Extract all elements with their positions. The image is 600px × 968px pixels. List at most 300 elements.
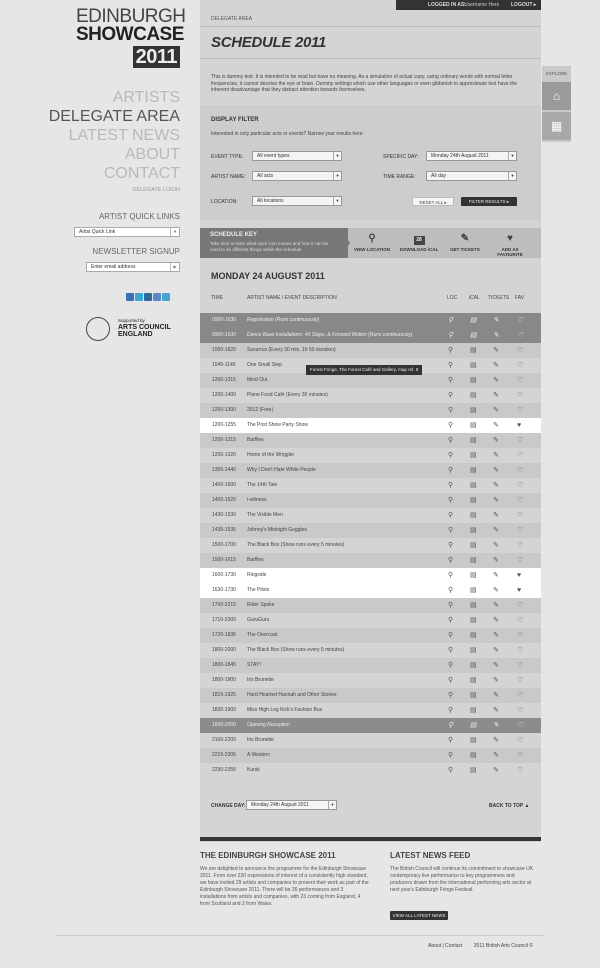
- row-name[interactable]: Registration (Runs continuously): [247, 317, 320, 323]
- heart-icon[interactable]: ♡: [517, 662, 524, 669]
- heart-icon[interactable]: ♡: [517, 647, 524, 654]
- calendar-icon[interactable]: ▤: [470, 362, 477, 369]
- key-label: ADD AS FAVOURITE: [497, 247, 523, 257]
- artist-quick-link-select[interactable]: [74, 227, 180, 237]
- row-name[interactable]: i-witness: [247, 497, 267, 503]
- filter-results-button[interactable]: FILTER RESULTS ▸: [461, 197, 517, 206]
- calendar-icon[interactable]: ▤: [470, 437, 477, 444]
- row-name[interactable]: Ringside: [247, 572, 267, 578]
- heart-icon[interactable]: ♡: [517, 722, 524, 729]
- change-day-label: CHANGE DAY:: [211, 803, 246, 809]
- map-pin-icon[interactable]: ⚲: [448, 482, 454, 489]
- calendar-icon[interactable]: ▤: [470, 632, 477, 639]
- logout-link[interactable]: LOGOUT ▸: [511, 2, 537, 8]
- ticket-icon[interactable]: ✎: [493, 527, 499, 534]
- row-name[interactable]: The 14th Tale: [247, 482, 278, 488]
- ticket-icon[interactable]: ✎: [493, 587, 499, 594]
- map-pin-icon[interactable]: ⚲: [448, 617, 454, 624]
- map-pin-icon[interactable]: ⚲: [448, 317, 454, 324]
- heart-icon[interactable]: ♡: [517, 392, 524, 399]
- calendar-icon[interactable]: ▤: [470, 647, 477, 654]
- row-name[interactable]: Iris Brunette: [247, 737, 274, 743]
- table-row: [200, 763, 541, 778]
- map-pin-icon[interactable]: ⚲: [448, 377, 454, 384]
- ticket-icon[interactable]: ✎: [493, 392, 499, 399]
- map-pin-icon[interactable]: ⚲: [448, 767, 454, 774]
- calendar-icon[interactable]: ▤: [470, 542, 477, 549]
- ticket-icon[interactable]: ✎: [493, 422, 499, 429]
- heart-icon[interactable]: ♡: [517, 512, 524, 519]
- event-type-select[interactable]: [252, 151, 342, 161]
- heart-icon[interactable]: ♡: [517, 452, 524, 459]
- back-to-top-link[interactable]: BACK TO TOP ▲: [489, 803, 530, 809]
- calendar-icon[interactable]: ▤: [470, 452, 477, 459]
- row-time: 1200-1255: [212, 422, 236, 428]
- map-pin-icon[interactable]: ⚲: [448, 632, 454, 639]
- table-row: [200, 583, 541, 598]
- row-name[interactable]: Mind Out: [247, 377, 268, 383]
- heart-icon[interactable]: ♡: [517, 707, 524, 714]
- map-pin-icon[interactable]: ⚲: [448, 497, 454, 504]
- event-type-value: All event types: [257, 153, 290, 159]
- key-arrow: [340, 228, 350, 258]
- calendar-icon[interactable]: ▤: [470, 347, 477, 354]
- map-pin-icon[interactable]: ⚲: [448, 362, 454, 369]
- social-links: [126, 293, 182, 302]
- row-time: 2230-2355: [212, 767, 236, 773]
- row-time: 1800-2000: [212, 647, 236, 653]
- chevron-down-icon: ▼: [508, 172, 516, 180]
- footer-bar: [200, 837, 541, 841]
- ticket-icon[interactable]: ✎: [493, 317, 499, 324]
- row-time: 1800-1900: [212, 677, 236, 683]
- ticket-icon[interactable]: ✎: [493, 767, 499, 774]
- map-pin-icon[interactable]: ⚲: [448, 752, 454, 759]
- heart-icon[interactable]: ♡: [517, 497, 524, 504]
- row-name[interactable]: Barflies: [247, 557, 264, 563]
- calendar-icon[interactable]: ▤: [470, 587, 477, 594]
- ticket-icon[interactable]: ✎: [493, 737, 499, 744]
- row-time: 1800-1845: [212, 662, 236, 668]
- calendar-icon[interactable]: ▤: [470, 677, 477, 684]
- calendar-icon[interactable]: ▤: [470, 767, 477, 774]
- row-name[interactable]: Plane Food Café (Every 30 minutes): [247, 392, 328, 398]
- row-name[interactable]: The Black Box (Show runs every 5 minutes): [247, 647, 345, 653]
- schedule-key-title: SCHEDULE KEY: [210, 232, 258, 238]
- schedule-key-head: [200, 228, 348, 258]
- ticket-icon[interactable]: ✎: [493, 482, 499, 489]
- row-time: 1630-1730: [212, 587, 236, 593]
- site-logo[interactable]: [76, 6, 186, 68]
- logo-line1: EDINBURGH: [76, 6, 186, 27]
- heart-icon[interactable]: ♡: [517, 692, 524, 699]
- ticket-icon[interactable]: ✎: [493, 632, 499, 639]
- calendar-icon[interactable]: ▤: [470, 707, 477, 714]
- ticket-icon[interactable]: ✎: [493, 512, 499, 519]
- news-text: The British Council will continue its commitment to showcase UK contemporary live performance to key programmers and producers drawn from the international performing arts sector at next year's Edinburgh Fringe Festival.: [390, 866, 534, 893]
- ticket-icon[interactable]: ✎: [493, 647, 499, 654]
- key-add-favourite: [490, 231, 530, 257]
- map-pin-icon[interactable]: ⚲: [448, 587, 454, 594]
- ticket-icon[interactable]: ✎: [493, 542, 499, 549]
- heart-icon[interactable]: ♡: [517, 677, 524, 684]
- newsletter-heading: NEWSLETTER SIGNUP: [92, 247, 180, 256]
- table-row: [200, 598, 541, 613]
- ticket-icon[interactable]: ✎: [493, 362, 499, 369]
- specific-day-select[interactable]: [426, 151, 517, 161]
- map-pin-icon[interactable]: ⚲: [448, 542, 454, 549]
- heart-icon[interactable]: ♡: [517, 617, 524, 624]
- ticket-icon[interactable]: ✎: [493, 692, 499, 699]
- arts-council-logo: [86, 317, 182, 343]
- row-name[interactable]: Johnny's Midnight Goggles: [247, 527, 307, 533]
- row-name[interactable]: Susurrus (Every 30 min, 1h 50 duration): [247, 347, 336, 353]
- calendar-icon[interactable]: ▤: [470, 602, 477, 609]
- view-all-news-button[interactable]: VIEW ALL LATEST NEWS: [390, 911, 448, 920]
- nav-delegate-area[interactable]: DELEGATE AREA: [48, 108, 180, 125]
- col-fav: FAV: [515, 295, 525, 301]
- table-row: [200, 448, 541, 463]
- chevron-down-icon: ▼: [170, 228, 179, 236]
- reset-all-button[interactable]: RESET ALL ▸: [412, 197, 454, 206]
- heart-icon[interactable]: ♡: [517, 437, 524, 444]
- row-name[interactable]: Miss High Leg Kick's Fashion Bus: [247, 707, 323, 713]
- heart-icon[interactable]: ♥: [517, 587, 522, 594]
- calendar-icon[interactable]: ▤: [470, 467, 477, 474]
- calendar-icon[interactable]: ▤: [470, 512, 477, 519]
- artist-name-select[interactable]: [252, 171, 342, 181]
- table-row: [200, 463, 541, 478]
- map-pin-icon[interactable]: ⚲: [448, 602, 454, 609]
- row-name[interactable]: The Visible Men: [247, 512, 283, 518]
- ticket-icon[interactable]: ✎: [493, 377, 499, 384]
- arts-council-text: [118, 318, 171, 338]
- ticket-icon[interactable]: ✎: [493, 572, 499, 579]
- row-time: 1045-1145: [212, 362, 236, 368]
- change-day-select[interactable]: [246, 800, 337, 810]
- page-title: SCHEDULE 2011: [211, 34, 327, 51]
- logged-in-label: LOGGED IN AS:: [428, 2, 466, 8]
- twitter-icon[interactable]: [135, 293, 143, 301]
- ticket-icon[interactable]: ✎: [493, 557, 499, 564]
- table-row: [200, 493, 541, 508]
- explore-panel: [542, 66, 571, 142]
- row-name[interactable]: Barflies: [247, 437, 264, 443]
- calendar-icon[interactable]: ▤: [470, 377, 477, 384]
- map-pin-icon[interactable]: ⚲: [448, 647, 454, 654]
- breadcrumb[interactable]: DELEGATE AREA: [211, 16, 253, 22]
- calendar-icon[interactable]: ▤: [470, 497, 477, 504]
- table-row: [200, 673, 541, 688]
- heart-icon[interactable]: ♡: [517, 542, 524, 549]
- row-time: 1200-1315: [212, 377, 236, 383]
- row-time: 1200-1320: [212, 452, 236, 458]
- table-row: [200, 418, 541, 433]
- heart-icon[interactable]: ♡: [517, 767, 524, 774]
- footer-nav-links[interactable]: About | Contact: [428, 943, 463, 949]
- heart-icon[interactable]: ♥: [517, 422, 522, 429]
- row-name[interactable]: A Western: [247, 752, 270, 758]
- calendar-icon[interactable]: ▤: [470, 692, 477, 699]
- row-time: 1400-1520: [212, 497, 236, 503]
- map-pin-icon[interactable]: ⚲: [448, 452, 454, 459]
- calendar-icon[interactable]: ▦: [542, 112, 571, 140]
- table-row: [200, 613, 541, 628]
- row-time: 2100-2200: [212, 737, 236, 743]
- nav-delegate-login[interactable]: DELEGATE LOGIN: [132, 187, 180, 193]
- calendar-icon[interactable]: ▤: [470, 482, 477, 489]
- row-name[interactable]: STAY!: [247, 662, 261, 668]
- calendar-icon[interactable]: ▤: [470, 662, 477, 669]
- map-pin-icon[interactable]: ⚲: [448, 737, 454, 744]
- row-name[interactable]: Home of the Wriggler: [247, 452, 295, 458]
- row-name[interactable]: Dance Base Installations: 49 Steps, & Forward Motion (Runs continuously): [247, 332, 413, 338]
- nav-about[interactable]: ABOUT: [124, 146, 180, 163]
- table-row: [200, 478, 541, 493]
- row-name[interactable]: The Post Show Party Show: [247, 422, 308, 428]
- calendar-icon[interactable]: ▤: [470, 392, 477, 399]
- table-row: [200, 703, 541, 718]
- newsletter-placeholder: Enter email address: [91, 264, 136, 270]
- calendar-icon[interactable]: ▤: [470, 617, 477, 624]
- table-row: [200, 523, 541, 538]
- calendar-icon[interactable]: ▤: [470, 422, 477, 429]
- row-time: 1815-1925: [212, 692, 236, 698]
- key-download-ical: [399, 231, 439, 252]
- time-range-label: TIME RANGE:: [383, 174, 416, 180]
- artist-quick-link-value: Artist Quick Link: [79, 229, 116, 235]
- linkedin-icon[interactable]: [144, 293, 152, 301]
- submit-arrow-icon[interactable]: ▶: [170, 263, 179, 271]
- row-time: 1700-2215: [212, 602, 236, 608]
- artist-name-label: ARTIST NAME:: [211, 174, 246, 180]
- showcase-heading: THE EDINBURGH SHOWCASE 2011: [200, 851, 336, 860]
- row-time: 1200-1400: [212, 392, 236, 398]
- row-name[interactable]: GuruGuru: [247, 617, 270, 623]
- row-time: 1500-1700: [212, 542, 236, 548]
- artist-name-value: All acts: [257, 173, 274, 179]
- ticket-icon[interactable]: ✎: [493, 332, 499, 339]
- table-row: [200, 328, 541, 343]
- table-row: [200, 688, 541, 703]
- map-pin-icon[interactable]: ⚲: [448, 467, 454, 474]
- table-row: [200, 748, 541, 763]
- heart-icon[interactable]: ♡: [517, 347, 524, 354]
- row-time: 1000-1820: [212, 347, 236, 353]
- calendar-icon[interactable]: ▤: [470, 722, 477, 729]
- table-row: [200, 343, 541, 358]
- heart-icon[interactable]: ♡: [517, 362, 524, 369]
- ticket-icon[interactable]: ✎: [493, 722, 499, 729]
- map-pin-icon[interactable]: ⚲: [448, 527, 454, 534]
- row-name[interactable]: Opening Reception: [247, 722, 290, 728]
- table-row: [200, 373, 541, 388]
- row-time: 1200-1315: [212, 437, 236, 443]
- row-time: 1830-1900: [212, 707, 236, 713]
- key-label: DOWNLOAD iCAL: [399, 247, 439, 252]
- calendar-icon[interactable]: ▤: [470, 572, 477, 579]
- newsletter-email-input[interactable]: [86, 262, 180, 272]
- map-pin-icon[interactable]: ⚲: [448, 512, 454, 519]
- ticket-icon[interactable]: ✎: [493, 347, 499, 354]
- footer-links: [428, 943, 533, 949]
- map-pin-icon[interactable]: ⚲: [448, 677, 454, 684]
- row-time: 1430-1530: [212, 512, 236, 518]
- ticket-icon[interactable]: ✎: [493, 677, 499, 684]
- logo-line2: SHOWCASE: [76, 24, 184, 45]
- table-row: [200, 628, 541, 643]
- heart-icon[interactable]: ♡: [517, 467, 524, 474]
- vimeo-icon[interactable]: [162, 293, 170, 301]
- calendar-icon[interactable]: ▤: [470, 737, 477, 744]
- user-bar: [396, 0, 541, 10]
- heart-icon[interactable]: ♡: [517, 632, 524, 639]
- footer-divider: [56, 935, 544, 936]
- quick-links-heading: ARTIST QUICK LINKS: [98, 212, 180, 221]
- map-pin-icon[interactable]: ⚲: [448, 332, 454, 339]
- map-pin-icon[interactable]: ⚲: [448, 572, 454, 579]
- chevron-down-icon: ▼: [333, 172, 341, 180]
- map-pin-icon[interactable]: ⚲: [448, 392, 454, 399]
- heart-icon[interactable]: ♡: [517, 737, 524, 744]
- home-icon[interactable]: ⌂: [542, 82, 571, 110]
- location-value: All locations: [257, 198, 284, 204]
- table-row: [200, 313, 541, 328]
- row-name[interactable]: Iris Brunette: [247, 677, 274, 683]
- calendar-icon[interactable]: ▤: [470, 317, 477, 324]
- map-pin-icon[interactable]: ⚲: [448, 437, 454, 444]
- row-time: 1600-1730: [212, 572, 236, 578]
- map-pin-icon[interactable]: ⚲: [448, 722, 454, 729]
- table-row: [200, 733, 541, 748]
- row-time: 0900-1630: [212, 332, 236, 338]
- heart-icon[interactable]: ♡: [517, 482, 524, 489]
- filter-heading: DISPLAY FILTER: [211, 117, 259, 123]
- ticket-icon[interactable]: ✎: [493, 617, 499, 624]
- facebook-icon[interactable]: [126, 293, 134, 301]
- heart-icon[interactable]: ♡: [517, 332, 524, 339]
- row-name[interactable]: The Pilots: [247, 587, 270, 593]
- row-time: 2215-2305: [212, 752, 236, 758]
- row-time: 1435-1535: [212, 527, 236, 533]
- heart-icon[interactable]: ♡: [517, 317, 524, 324]
- time-range-value: All day: [431, 173, 447, 179]
- divider: [200, 58, 541, 59]
- news-heading: LATEST NEWS FEED: [390, 851, 471, 860]
- map-pin-icon[interactable]: ⚲: [448, 557, 454, 564]
- map-pin-icon[interactable]: ⚲: [448, 347, 454, 354]
- map-pin-icon[interactable]: ⚲: [448, 422, 454, 429]
- arts-council-name1: ARTS COUNCIL: [118, 324, 171, 331]
- calendar-icon[interactable]: ▤: [470, 407, 477, 414]
- row-time: 1400-1500: [212, 482, 236, 488]
- ticket-icon[interactable]: ✎: [493, 662, 499, 669]
- nav-artists[interactable]: ARTISTS: [112, 89, 180, 106]
- key-view-location: [352, 231, 392, 252]
- heart-icon[interactable]: ♡: [517, 557, 524, 564]
- table-row: [200, 553, 541, 568]
- nav-latest-news[interactable]: LATEST NEWS: [68, 127, 180, 144]
- row-time: 1720-1835: [212, 632, 236, 638]
- heart-icon[interactable]: ♡: [517, 602, 524, 609]
- explore-label: EXPLORE: [545, 71, 568, 76]
- heart-icon[interactable]: ♡: [517, 527, 524, 534]
- specific-day-value: Monday 24th August 2011: [431, 153, 489, 159]
- ticket-icon[interactable]: ✎: [493, 752, 499, 759]
- chevron-down-icon: ▼: [333, 197, 341, 205]
- location-label: LOCATION:: [211, 199, 238, 205]
- row-name[interactable]: Kursk: [247, 767, 260, 773]
- ticket-icon[interactable]: ✎: [493, 602, 499, 609]
- intro-text: This is dummy text. It is intended to be read but have no meaning. As a simulation of actual copy, using ordinary words with normal letter frequencies, it cannot deceive the eye or brain. Dummy settings which use other languages or even gibberish to approximate text have the inherent disadvantage that they distract attention towards themselves.: [211, 74, 518, 93]
- row-name[interactable]: Rider Spoke: [247, 602, 275, 608]
- heart-icon[interactable]: ♡: [517, 752, 524, 759]
- chevron-down-icon: ▼: [328, 801, 336, 809]
- calendar-icon: 28: [399, 231, 439, 247]
- map-pin-icon[interactable]: ⚲: [448, 407, 454, 414]
- change-day-value: Monday 24th August 2011: [251, 802, 309, 808]
- ticket-icon[interactable]: ✎: [493, 452, 499, 459]
- divider: [200, 26, 541, 27]
- ticket-icon[interactable]: ✎: [493, 467, 499, 474]
- col-tickets: TICKETS: [488, 295, 510, 301]
- table-row: [200, 508, 541, 523]
- nav-contact[interactable]: CONTACT: [103, 165, 180, 182]
- main-nav: [40, 88, 180, 193]
- date-heading: MONDAY 24 AUGUST 2011: [211, 271, 325, 281]
- table-row: [200, 538, 541, 553]
- row-name[interactable]: Hard Hearted Hannah and Other Stories: [247, 692, 337, 698]
- email-icon[interactable]: [153, 293, 161, 301]
- calendar-icon[interactable]: ▤: [470, 332, 477, 339]
- table-row: [200, 643, 541, 658]
- row-name[interactable]: Why I Don't Hate White People: [247, 467, 316, 473]
- ticket-icon[interactable]: ✎: [493, 407, 499, 414]
- row-name[interactable]: The Overcoat: [247, 632, 278, 638]
- ticket-icon[interactable]: ✎: [493, 497, 499, 504]
- table-row: [200, 658, 541, 673]
- row-time: 1710-2300: [212, 617, 236, 623]
- col-artist: ARTIST NAME / EVENT DESCRIPTION: [247, 295, 337, 301]
- map-pin-icon[interactable]: ⚲: [448, 692, 454, 699]
- row-name[interactable]: One Small Step: [247, 362, 283, 368]
- location-tooltip: Forest Fringe, The Forest Café and Gallery, map ref. 8: [306, 365, 422, 375]
- arts-council-name2: ENGLAND: [118, 331, 153, 338]
- schedule-key-desc: Take time to learn what each icon means and how it can be used to do different things within the schedule: [210, 241, 329, 252]
- calendar-icon[interactable]: ▤: [470, 752, 477, 759]
- row-time: 1500-1615: [212, 557, 236, 563]
- row-time: 1830-2000: [212, 722, 236, 728]
- ticket-icon[interactable]: ✎: [493, 707, 499, 714]
- map-pin-icon[interactable]: ⚲: [448, 707, 454, 714]
- row-name[interactable]: The Black Box (Show runs every 5 minutes): [247, 542, 345, 548]
- map-pin-icon[interactable]: ⚲: [448, 662, 454, 669]
- heart-icon[interactable]: ♥: [517, 572, 522, 579]
- calendar-icon[interactable]: ▤: [470, 557, 477, 564]
- table-row: [200, 433, 541, 448]
- location-select[interactable]: [252, 196, 342, 206]
- chevron-down-icon: ▼: [508, 152, 516, 160]
- time-range-select[interactable]: [426, 171, 517, 181]
- row-time: 0900-1630: [212, 317, 236, 323]
- row-name[interactable]: 2012 (Free): [247, 407, 274, 413]
- calendar-icon[interactable]: ▤: [470, 527, 477, 534]
- key-label: GET TICKETS: [450, 247, 480, 252]
- ticket-icon[interactable]: ✎: [493, 437, 499, 444]
- heart-icon[interactable]: ♡: [517, 377, 524, 384]
- col-ical: iCAL: [469, 295, 480, 301]
- heart-icon[interactable]: ♡: [517, 407, 524, 414]
